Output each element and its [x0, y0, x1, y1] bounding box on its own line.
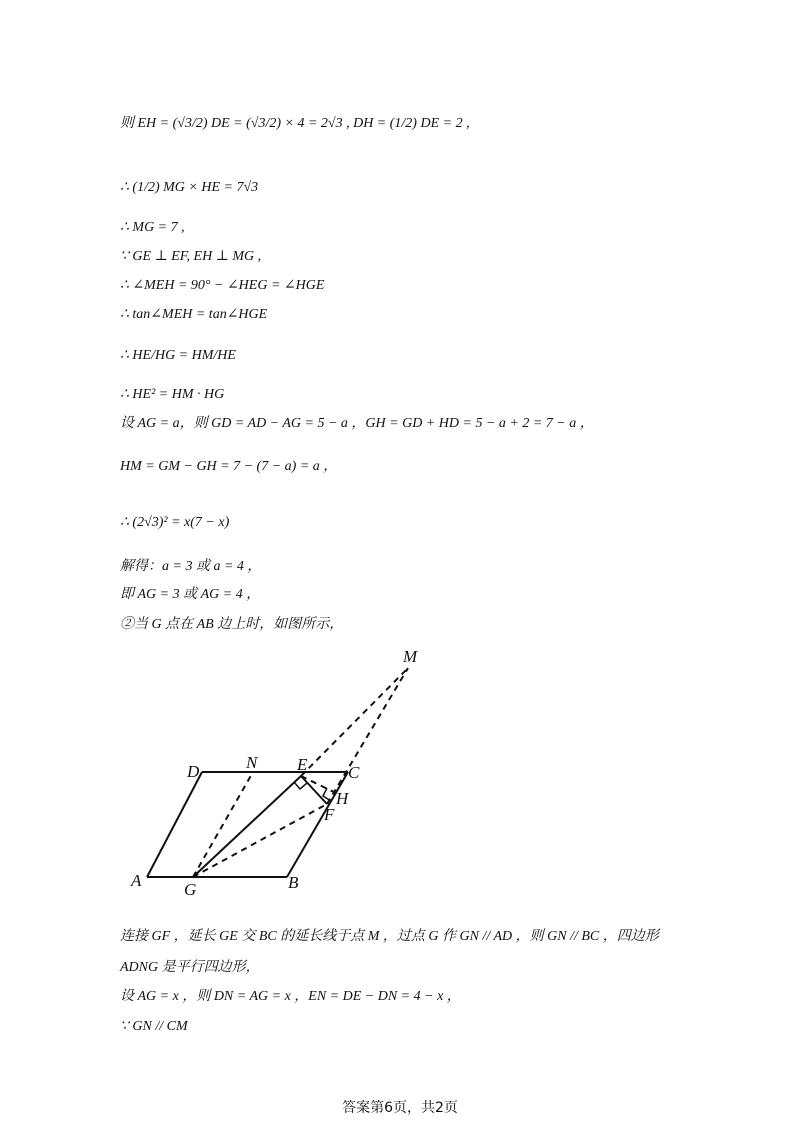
text-line-1: 则 EH = (√3/2) DE = (√3/2) × 4 = 2√3 , DH = (1/2) DE = 2 , — [120, 116, 470, 131]
text-line-8: ∴ HE² = HM · HG — [120, 387, 225, 402]
label-e: E — [297, 755, 308, 774]
label-f: F — [324, 805, 335, 824]
segment-fm — [327, 668, 408, 804]
text-line-2: ∴ (1/2) MG × HE = 7√3 — [120, 180, 259, 195]
right-angle-e — [294, 782, 307, 789]
text-line-5: ∴ ∠MEH = 90° − ∠HEG = ∠HGE — [120, 278, 325, 293]
text-line-4: ∵ GE ⊥ EF, EH ⊥ MG , — [120, 249, 262, 264]
text-line-15: 连接 GF ，延长 GE 交 BC 的延长线于点 M ，过点 G 作 GN // AD ，则 GN // BC ，四边形 — [120, 929, 659, 944]
label-a: A — [131, 871, 142, 890]
text-line-16: ADNG 是平行四边形， — [120, 960, 260, 975]
text-line-7: ∴ HE/HG = HM/HE — [120, 348, 236, 363]
label-h: H — [336, 789, 349, 808]
label-b: B — [288, 873, 299, 892]
text-line-14: ②当 G 点在 AB 边上时，如图所示， — [120, 617, 344, 632]
text-line-6: ∴ tan∠MEH = tan∠HGE — [120, 307, 268, 322]
text-line-12: 解得：a = 3 或 a = 4 ， — [120, 559, 262, 574]
text-line-13: 即 AG = 3 或 AG = 4 ， — [120, 587, 261, 602]
text-line-10: HM = GM − GH = 7 − (7 − a) = a ， — [120, 459, 338, 474]
label-c: C — [348, 763, 360, 782]
page-footer: 答案第6页，共2页 — [342, 1100, 458, 1116]
segment-ef — [301, 776, 327, 804]
label-n: N — [246, 753, 258, 772]
text-line-17: 设 AG = x ，则 DN = AG = x ，EN = DE − DN = 4 − x ， — [120, 989, 461, 1004]
segment-em — [301, 668, 408, 776]
text-line-11: ∴ (2√3)² = x(7 − x) — [120, 515, 230, 530]
text-line-9: 设 AG = a，则 GD = AD − AG = 5 − a ，GH = GD + HD = 5 − a + 2 = 7 − a ， — [120, 416, 594, 431]
text-line-3: ∴ MG = 7 , — [120, 220, 185, 235]
segment-ad — [147, 772, 202, 877]
text-line-18: ∵ GN // CM — [120, 1019, 188, 1034]
segment-bc — [287, 772, 348, 877]
label-g: G — [184, 880, 197, 899]
label-d: D — [187, 762, 200, 781]
geometry-figure — [110, 640, 450, 902]
label-m: M — [403, 647, 418, 666]
